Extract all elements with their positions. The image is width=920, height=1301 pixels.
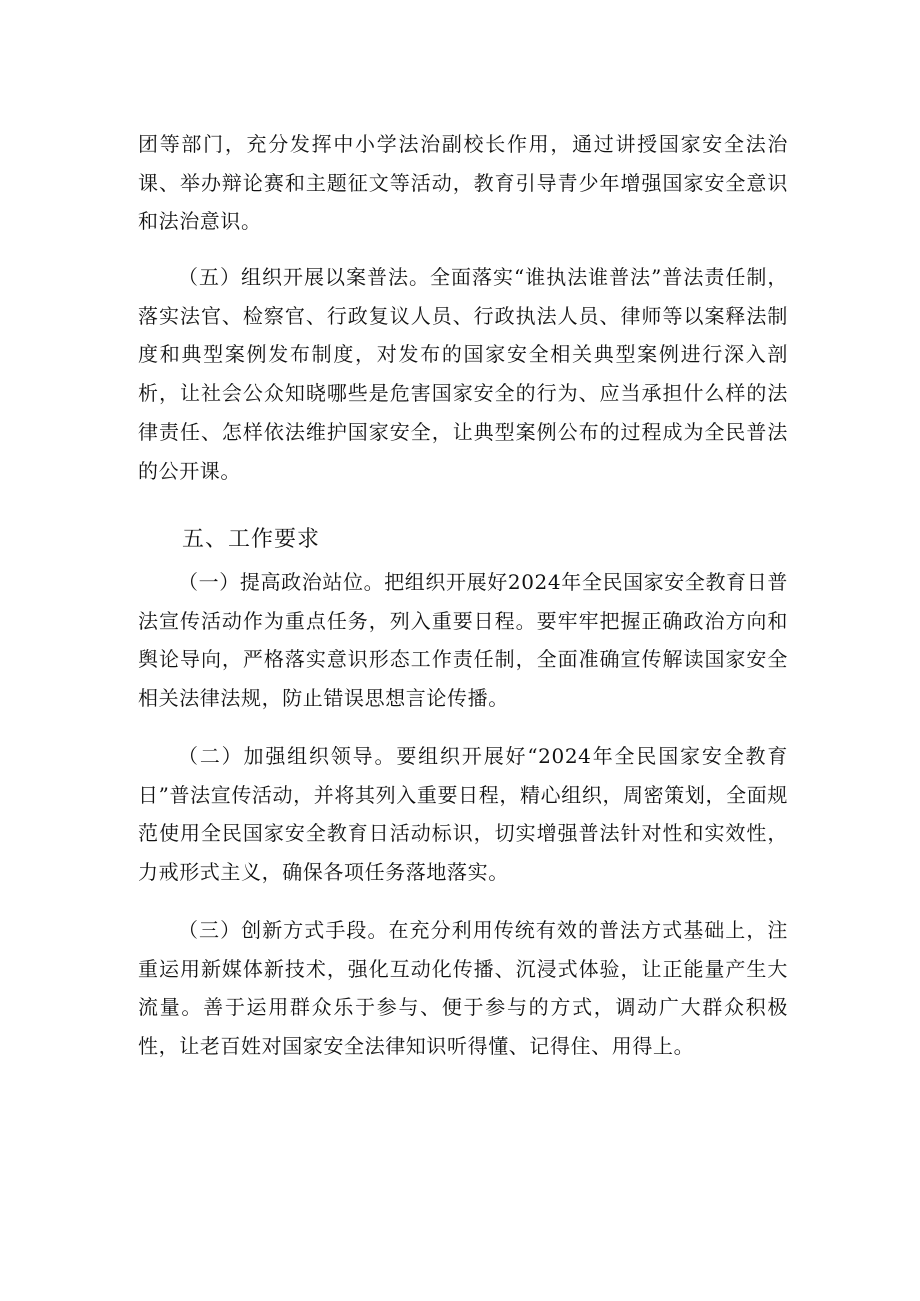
paragraph-item-five: （五）组织开展以案普法。全面落实“谁执法谁普法”普法责任制，落实法官、检察官、行政复议人员、行政执法人员、律师等以案释法制度和典型案例发布制度，对发布的国家安全相关典型案例进行深入剖析，让社会公众知晓哪些是危害国家安全的行为、应当承担什么样的法律责任、怎样依法维护国家安全，让典型案例公布的过程成为全民普法的公开课。: [138, 265, 788, 483]
requirement-item-1: （一）提高政治站位。把组织开展好2024年全民国家安全教育日普法宣传活动作为重点任务，列入重要日程。要牢牢把握正确政治方向和舆论导向，严格落实意识形态工作责任制，全面准确宣传解读国家安全相关法律法规，防止错误思想言论传播。: [138, 570, 788, 711]
section-heading: 五、工作要求: [182, 527, 321, 552]
paragraph-continued: 团等部门，充分发挥中小学法治副校长作用，通过讲授国家安全法治课、举办辩论赛和主题征文等活动，教育引导青少年增强国家安全意识和法治意识。: [138, 132, 788, 234]
requirement-item-3: （三）创新方式手段。在充分利用传统有效的普法方式基础上，注重运用新媒体新技术，强化互动化传播、沉浸式体验，让正能量产生大流量。善于运用群众乐于参与、便于参与的方式，调动广大群众积极性，让老百姓对国家安全法律知识听得懂、记得住、用得上。: [138, 918, 788, 1059]
requirement-item-2: （二）加强组织领导。要组织开展好“2024年全民国家安全教育日”普法宣传活动，并将其列入重要日程，精心组织，周密策划，全面规范使用全民国家安全教育日活动标识，切实增强普法针对性和实效性，力戒形式主义，确保各项任务落地落实。: [138, 744, 788, 885]
